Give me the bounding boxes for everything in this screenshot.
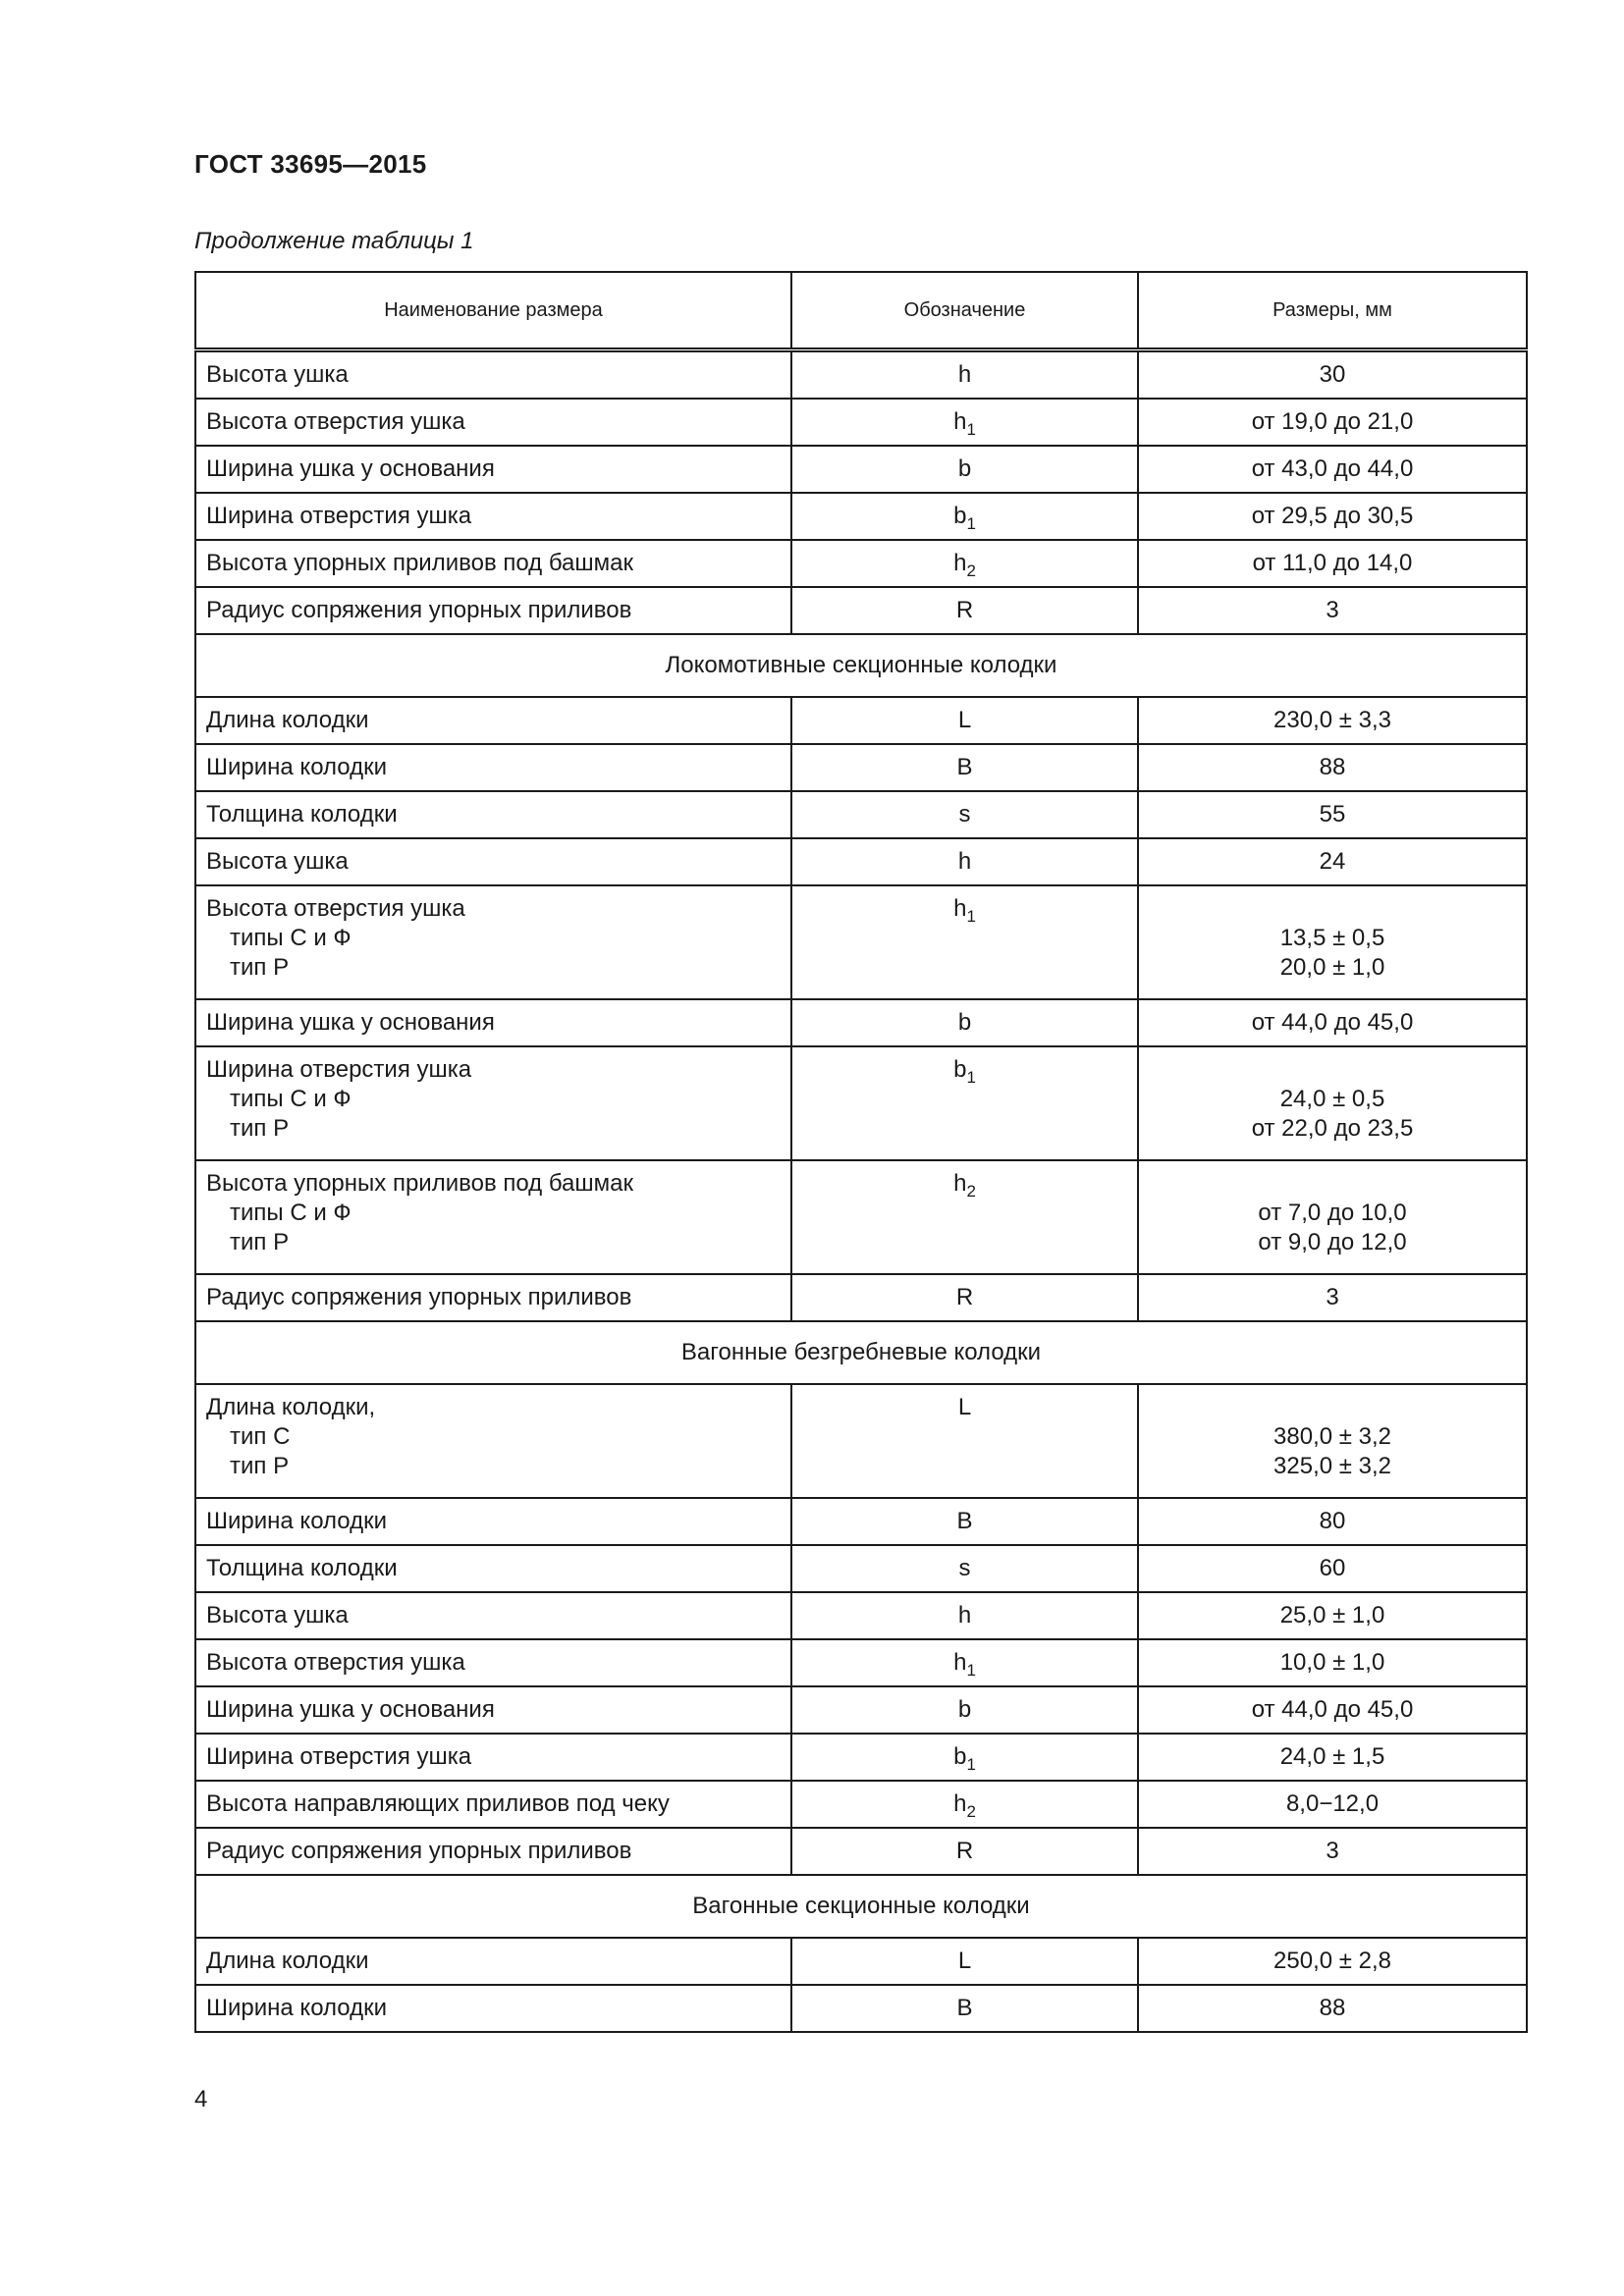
table-row bbox=[195, 999, 1527, 1046]
symbol bbox=[958, 706, 971, 735]
table-row bbox=[195, 1592, 1527, 1639]
dimension-value: 55 bbox=[1319, 801, 1346, 828]
dimension-value-cell bbox=[1138, 838, 1527, 885]
variant-label: типы С и Ф bbox=[230, 1200, 352, 1226]
dimension-value-cell bbox=[1138, 1274, 1527, 1321]
symbol-letter: h bbox=[957, 361, 972, 388]
symbol bbox=[959, 800, 971, 829]
variant-label: тип Р bbox=[230, 954, 290, 981]
dimension-name-cell bbox=[195, 1828, 791, 1875]
dimension-name: Высота отверстия ушка bbox=[206, 408, 465, 435]
dimension-name: Длина колодки bbox=[206, 707, 369, 733]
symbol-index: 1 bbox=[966, 514, 976, 533]
dimension-value-cell bbox=[1138, 1985, 1527, 2032]
dimension-value-cell bbox=[1138, 1498, 1527, 1545]
variant-label: тип Р bbox=[230, 1115, 290, 1142]
dimension-value-cell bbox=[1138, 1828, 1527, 1875]
symbol bbox=[953, 894, 976, 924]
dimension-name: Высота отверстия ушка bbox=[206, 1649, 465, 1676]
dimension-name-cell bbox=[195, 999, 791, 1046]
table-row bbox=[195, 493, 1527, 540]
dimension-name: Высота ушка bbox=[206, 1602, 349, 1629]
symbol-index: 1 bbox=[966, 1755, 976, 1774]
dimension-value: 80 bbox=[1319, 1508, 1346, 1534]
dimension-name-cell bbox=[195, 1160, 791, 1274]
symbol-letter: b bbox=[953, 1743, 967, 1770]
symbol bbox=[958, 454, 971, 484]
symbol-cell bbox=[791, 1160, 1138, 1274]
section-title: Вагонные секционные колодки bbox=[195, 1875, 1527, 1938]
dimension-name: Ширина ушка у основания bbox=[206, 1009, 495, 1036]
dimension-name-cell bbox=[195, 493, 791, 540]
page-number: 4 bbox=[194, 2086, 208, 2112]
dimension-value: от 29,5 до 30,5 bbox=[1251, 503, 1414, 529]
symbol-letter: h bbox=[953, 1649, 967, 1676]
dimension-value-cell bbox=[1138, 1592, 1527, 1639]
dimension-value-cell bbox=[1138, 1160, 1527, 1274]
symbol-letter: s bbox=[958, 1555, 971, 1581]
dimension-value: от 11,0 до 14,0 bbox=[1252, 550, 1413, 576]
dimension-value: 25,0 ± 1,0 bbox=[1279, 1602, 1385, 1629]
dimension-value: 60 bbox=[1319, 1555, 1346, 1581]
table-row bbox=[195, 1639, 1527, 1686]
symbol-cell bbox=[791, 587, 1138, 634]
dimension-value-cell bbox=[1138, 587, 1527, 634]
dimension-name-cell bbox=[195, 1734, 791, 1781]
table-row bbox=[195, 1734, 1527, 1781]
dimension-value-cell bbox=[1138, 999, 1527, 1046]
dimension-name-cell bbox=[195, 1592, 791, 1639]
table-row bbox=[195, 1046, 1527, 1160]
symbol-letter: B bbox=[956, 754, 973, 780]
table-header-row bbox=[195, 272, 1527, 350]
symbol-cell bbox=[791, 999, 1138, 1046]
table-row bbox=[195, 587, 1527, 634]
dimension-name-cell bbox=[195, 1274, 791, 1321]
dimension-value: 3 bbox=[1326, 1838, 1339, 1864]
dimension-value-cell bbox=[1138, 350, 1527, 400]
dimension-value: 3 bbox=[1326, 597, 1339, 623]
variant-value: от 22,0 до 23,5 bbox=[1251, 1115, 1414, 1142]
dimension-name-cell bbox=[195, 1046, 791, 1160]
dimension-value: 10,0 ± 1,0 bbox=[1279, 1649, 1385, 1676]
dimension-name-cell bbox=[195, 540, 791, 587]
document-code: ГОСТ 33695—2015 bbox=[194, 149, 427, 179]
symbol bbox=[956, 1837, 973, 1866]
symbol-letter: b bbox=[957, 455, 972, 482]
symbol-letter: h bbox=[957, 1602, 972, 1629]
dimension-name: Ширина ушка у основания bbox=[206, 1696, 495, 1723]
section-header-row bbox=[195, 1321, 1527, 1384]
dimension-name: Толщина колодки bbox=[206, 801, 398, 828]
section-header-row bbox=[195, 634, 1527, 697]
table-row bbox=[195, 1985, 1527, 2032]
symbol-cell bbox=[791, 1545, 1138, 1592]
dimension-value-cell bbox=[1138, 791, 1527, 838]
dimension-value: 24 bbox=[1319, 848, 1346, 875]
dimension-value: 24,0 ± 1,5 bbox=[1279, 1743, 1385, 1770]
variant-value: от 7,0 до 10,0 bbox=[1258, 1200, 1407, 1226]
dimension-value-cell bbox=[1138, 1639, 1527, 1686]
dimension-name: Ширина отверстия ушка bbox=[206, 503, 472, 529]
dimension-value: 3 bbox=[1326, 1284, 1339, 1310]
symbol-cell bbox=[791, 744, 1138, 791]
variant-label: тип С bbox=[230, 1423, 291, 1450]
variant-value: 20,0 ± 1,0 bbox=[1279, 954, 1385, 981]
symbol-index: 1 bbox=[966, 1661, 976, 1680]
dimension-value-cell bbox=[1138, 1545, 1527, 1592]
symbol bbox=[953, 549, 976, 578]
symbol-letter: B bbox=[956, 1508, 973, 1534]
dimension-value-cell bbox=[1138, 1734, 1527, 1781]
dimension-value: от 43,0 до 44,0 bbox=[1251, 455, 1414, 482]
variant-value: 380,0 ± 3,2 bbox=[1273, 1423, 1391, 1450]
symbol bbox=[956, 1994, 972, 2023]
symbol bbox=[959, 1554, 971, 1583]
table-row bbox=[195, 1781, 1527, 1828]
dimension-value: от 19,0 до 21,0 bbox=[1251, 408, 1414, 435]
dimension-name: Высота направляющих приливов под чеку bbox=[206, 1790, 670, 1817]
column-header-value: Размеры, мм bbox=[1138, 272, 1527, 350]
variant-value: от 9,0 до 12,0 bbox=[1258, 1229, 1407, 1255]
dimension-name-cell bbox=[195, 838, 791, 885]
value-spacer bbox=[1149, 894, 1516, 924]
symbol-letter: h bbox=[953, 1170, 967, 1197]
symbol-index: 2 bbox=[966, 561, 976, 580]
symbol-letter: L bbox=[957, 707, 972, 733]
variant-label: типы С и Ф bbox=[230, 1086, 352, 1112]
dimension-value-cell bbox=[1138, 1781, 1527, 1828]
dimension-value-cell bbox=[1138, 1938, 1527, 1985]
symbol bbox=[956, 1507, 972, 1536]
symbol-letter: B bbox=[956, 1995, 973, 2021]
section-title: Вагонные безгребневые колодки bbox=[195, 1321, 1527, 1384]
dimensions-table bbox=[194, 271, 1528, 2033]
symbol-cell bbox=[791, 1828, 1138, 1875]
dimension-value: 88 bbox=[1319, 1995, 1346, 2021]
variant-value: 325,0 ± 3,2 bbox=[1273, 1453, 1391, 1479]
symbol bbox=[958, 360, 971, 390]
variant-label: тип Р bbox=[230, 1453, 290, 1479]
dimension-value-cell bbox=[1138, 493, 1527, 540]
dimension-value-cell bbox=[1138, 1384, 1527, 1498]
dimension-name-cell bbox=[195, 587, 791, 634]
dimension-value: 230,0 ± 3,3 bbox=[1273, 707, 1391, 733]
symbol-letter: h bbox=[957, 848, 972, 875]
table-row bbox=[195, 399, 1527, 446]
symbol-cell bbox=[791, 697, 1138, 744]
symbol-cell bbox=[791, 350, 1138, 400]
table-body bbox=[195, 350, 1527, 2033]
dimension-value-cell bbox=[1138, 1046, 1527, 1160]
symbol-index: 1 bbox=[966, 907, 976, 926]
symbol bbox=[953, 1169, 976, 1199]
table-row bbox=[195, 350, 1527, 400]
table-row bbox=[195, 1160, 1527, 1274]
dimension-name-cell bbox=[195, 1686, 791, 1734]
dimension-name: Ширина колодки bbox=[206, 1508, 388, 1534]
symbol-index: 1 bbox=[966, 1068, 976, 1087]
dimension-value: 250,0 ± 2,8 bbox=[1273, 1948, 1391, 1974]
section-header-row bbox=[195, 1875, 1527, 1938]
dimension-name: Высота ушка bbox=[206, 848, 349, 875]
dimension-name-cell bbox=[195, 791, 791, 838]
symbol-letter: h bbox=[953, 408, 967, 435]
table-row bbox=[195, 1545, 1527, 1592]
symbol-cell bbox=[791, 493, 1138, 540]
dimension-name: Длина колодки bbox=[206, 1948, 369, 1974]
dimension-value: 88 bbox=[1319, 754, 1346, 780]
symbol-letter: b bbox=[957, 1009, 972, 1036]
dimension-name-cell bbox=[195, 1938, 791, 1985]
symbol-cell bbox=[791, 446, 1138, 493]
symbol-cell bbox=[791, 1781, 1138, 1828]
symbol-letter: R bbox=[955, 1284, 974, 1310]
table-row bbox=[195, 1686, 1527, 1734]
symbol-cell bbox=[791, 1985, 1138, 2032]
symbol bbox=[958, 1601, 971, 1630]
dimension-name: Радиус сопряжения упорных приливов bbox=[206, 1284, 632, 1310]
table-row bbox=[195, 1274, 1527, 1321]
symbol bbox=[958, 1695, 971, 1725]
symbol-letter: h bbox=[953, 550, 967, 576]
dimension-name: Длина колодки, bbox=[206, 1394, 376, 1420]
symbol-letter: b bbox=[953, 503, 967, 529]
dimension-name: Ширина колодки bbox=[206, 754, 388, 780]
table-row bbox=[195, 1498, 1527, 1545]
dimension-name-cell bbox=[195, 1384, 791, 1498]
dimension-name: Толщина колодки bbox=[206, 1555, 398, 1581]
dimension-value: 30 bbox=[1319, 361, 1346, 388]
dimension-name-cell bbox=[195, 1545, 791, 1592]
dimension-name-cell bbox=[195, 446, 791, 493]
table-row bbox=[195, 1938, 1527, 1985]
dimension-name-cell bbox=[195, 350, 791, 400]
symbol bbox=[953, 502, 976, 531]
table-row bbox=[195, 446, 1527, 493]
table-caption: Продолжение таблицы 1 bbox=[194, 228, 474, 254]
symbol-letter: h bbox=[953, 895, 967, 922]
dimension-name-cell bbox=[195, 399, 791, 446]
symbol-letter: b bbox=[953, 1056, 967, 1083]
dimension-value-cell bbox=[1138, 446, 1527, 493]
dimension-value-cell bbox=[1138, 697, 1527, 744]
dimension-value-cell bbox=[1138, 885, 1527, 999]
symbol bbox=[958, 847, 971, 877]
symbol bbox=[953, 407, 976, 437]
symbol-cell bbox=[791, 1498, 1138, 1545]
dimension-name: Радиус сопряжения упорных приливов bbox=[206, 1838, 632, 1864]
value-spacer bbox=[1149, 1393, 1516, 1422]
variant-label: тип Р bbox=[230, 1229, 290, 1255]
symbol bbox=[956, 753, 972, 782]
variant-value: 13,5 ± 0,5 bbox=[1279, 925, 1385, 951]
symbol-cell bbox=[791, 1384, 1138, 1498]
symbol-cell bbox=[791, 1592, 1138, 1639]
table-row bbox=[195, 540, 1527, 587]
dimension-name: Высота упорных приливов под башмак bbox=[206, 550, 633, 576]
variant-label: типы С и Ф bbox=[230, 925, 352, 951]
symbol-cell bbox=[791, 540, 1138, 587]
symbol bbox=[958, 1393, 971, 1422]
dimension-name: Высота упорных приливов под башмак bbox=[206, 1170, 633, 1197]
symbol-index: 2 bbox=[966, 1802, 976, 1821]
table-row bbox=[195, 697, 1527, 744]
symbol bbox=[953, 1648, 976, 1678]
symbol-letter: s bbox=[958, 801, 971, 828]
symbol-cell bbox=[791, 1639, 1138, 1686]
symbol-letter: L bbox=[957, 1948, 972, 1974]
dimension-name-cell bbox=[195, 1498, 791, 1545]
symbol-cell bbox=[791, 885, 1138, 999]
dimension-name: Радиус сопряжения упорных приливов bbox=[206, 597, 632, 623]
dimension-name: Ширина колодки bbox=[206, 1995, 388, 2021]
symbol-letter: b bbox=[957, 1696, 972, 1723]
symbol-letter: R bbox=[955, 1838, 974, 1864]
table-row bbox=[195, 885, 1527, 999]
symbol-cell bbox=[791, 1274, 1138, 1321]
variant-value: 24,0 ± 0,5 bbox=[1279, 1086, 1385, 1112]
symbol-cell bbox=[791, 1046, 1138, 1160]
symbol-index: 1 bbox=[966, 420, 976, 439]
dimension-value-cell bbox=[1138, 399, 1527, 446]
value-spacer bbox=[1149, 1169, 1516, 1199]
symbol-cell bbox=[791, 1938, 1138, 1985]
table-row bbox=[195, 1384, 1527, 1498]
dimension-name: Высота ушка bbox=[206, 361, 349, 388]
column-header-name: Наименование размера bbox=[195, 272, 791, 350]
dimension-name-cell bbox=[195, 744, 791, 791]
dimension-name-cell bbox=[195, 1985, 791, 2032]
symbol bbox=[958, 1947, 971, 1976]
symbol bbox=[956, 1283, 973, 1312]
dimension-value: от 44,0 до 45,0 bbox=[1251, 1696, 1414, 1723]
table-row bbox=[195, 744, 1527, 791]
symbol bbox=[953, 1055, 976, 1085]
dimension-value-cell bbox=[1138, 744, 1527, 791]
symbol-cell bbox=[791, 838, 1138, 885]
dimension-name: Высота отверстия ушка bbox=[206, 895, 465, 922]
symbol-index: 2 bbox=[966, 1182, 976, 1201]
dimension-value-cell bbox=[1138, 540, 1527, 587]
symbol bbox=[956, 596, 973, 625]
dimension-name-cell bbox=[195, 885, 791, 999]
value-spacer bbox=[1149, 1055, 1516, 1085]
dimension-name: Ширина ушка у основания bbox=[206, 455, 495, 482]
symbol-letter: L bbox=[957, 1394, 972, 1420]
dimension-value: от 44,0 до 45,0 bbox=[1251, 1009, 1414, 1036]
symbol-cell bbox=[791, 1734, 1138, 1781]
dimension-value-cell bbox=[1138, 1686, 1527, 1734]
table-row bbox=[195, 1828, 1527, 1875]
dimension-name-cell bbox=[195, 1639, 791, 1686]
table-row bbox=[195, 838, 1527, 885]
dimension-value: 8,0−12,0 bbox=[1285, 1790, 1380, 1817]
symbol-letter: h bbox=[953, 1790, 967, 1817]
symbol bbox=[958, 1008, 971, 1038]
symbol bbox=[953, 1742, 976, 1772]
symbol-letter: R bbox=[955, 597, 974, 623]
dimension-name-cell bbox=[195, 697, 791, 744]
symbol-cell bbox=[791, 1686, 1138, 1734]
column-header-symbol: Обозначение bbox=[791, 272, 1138, 350]
symbol-cell bbox=[791, 791, 1138, 838]
symbol-cell bbox=[791, 399, 1138, 446]
dimension-name: Ширина отверстия ушка bbox=[206, 1743, 472, 1770]
table-row bbox=[195, 791, 1527, 838]
symbol bbox=[953, 1789, 976, 1819]
section-title: Локомотивные секционные колодки bbox=[195, 634, 1527, 697]
dimension-name-cell bbox=[195, 1781, 791, 1828]
dimension-name: Ширина отверстия ушка bbox=[206, 1056, 472, 1083]
